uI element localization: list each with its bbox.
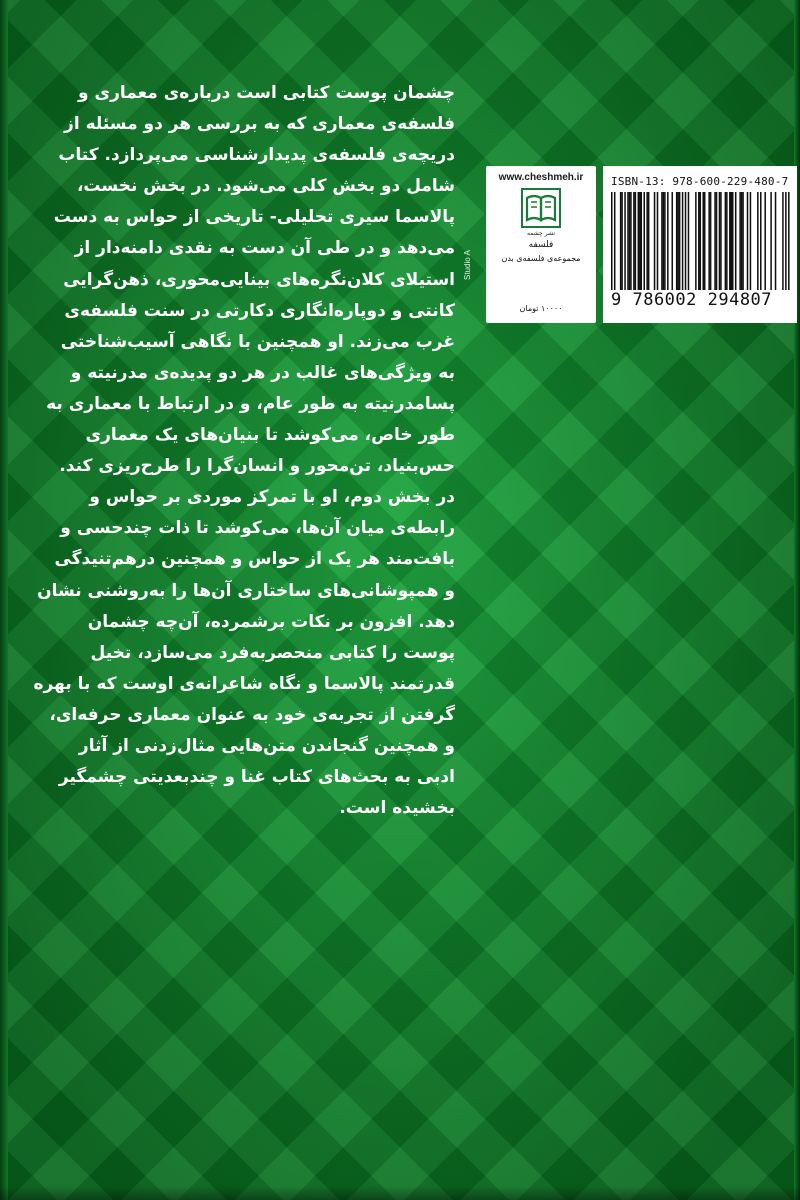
description-line: می‌دهد و در طی آن دست به نقدی دامنه‌دار از (74, 238, 455, 259)
description-line: گرفتن از تجربه‌ی خود به عنوان معماری حرفه‌ای، (49, 704, 455, 725)
description-line: پسامدرنیته به طور عام، و در ارتباط با معماری به (46, 393, 455, 414)
description-line: ادبی به بحث‌های کتاب غنا و چندبعدیتی چشمگیر (58, 767, 455, 788)
description-line: طور خاص، می‌کوشد تا بنیان‌های یک معماری (85, 425, 455, 446)
barcode-bar (698, 192, 700, 290)
barcode-bar (621, 192, 623, 290)
description-line: حس‌بنیاد، تن‌محور و انسان‌گرا را طرح‌ریزی کند. (59, 456, 455, 477)
barcode-bar (629, 192, 631, 290)
barcode-bar (646, 192, 648, 290)
description-line: بخشیده است. (339, 798, 455, 819)
barcode-bar (661, 192, 663, 290)
barcode-bar (641, 192, 643, 290)
description-line: پوست را کتابی منحصربه‌فرد می‌سازد، تخیل (90, 642, 455, 663)
barcode-bar (624, 192, 626, 290)
barcode-bar (676, 192, 678, 290)
description-line: دریچه‌ی فلسفه‌ی پدیدارشناسی می‌پردازد. کتاب (58, 145, 455, 166)
barcode-bar (782, 192, 784, 290)
barcode-bar (663, 192, 665, 290)
barcode-bar (742, 192, 744, 290)
barcode-bar (770, 192, 772, 290)
barcode-bar (704, 192, 706, 290)
barcode-bar (720, 192, 722, 290)
barcode-bar (654, 192, 656, 290)
barcode-bar (643, 192, 645, 290)
barcode-bar (714, 192, 716, 290)
barcode-bar (739, 192, 741, 290)
barcode-bar (785, 192, 787, 290)
description-line: غرب می‌زند. او همچنین با نگاهی آسیب‌شناختی (60, 331, 455, 352)
barcode-bar (633, 192, 635, 290)
barcode-bar (635, 192, 637, 290)
barcode-bar (682, 192, 684, 290)
barcode-bar (764, 192, 766, 290)
description-line: چشمان پوست کتابی است درباره‌ی معماری و (78, 83, 455, 103)
barcode-bar (700, 192, 702, 290)
description-line: قدرتمند پالاسما و نگاه شاعرانه‌ی اوست که با بهره (33, 673, 455, 694)
barcode-label (603, 166, 797, 323)
barcode-bar (677, 192, 679, 290)
book-logo-icon (521, 188, 561, 228)
barcode-bar (788, 192, 790, 290)
publisher-name: نشر چشمه (527, 230, 555, 237)
cover-left-edge (0, 0, 8, 1200)
barcode-bar (667, 192, 669, 290)
barcode-bar (648, 192, 650, 290)
barcode-bar (732, 192, 734, 290)
barcode-bar (725, 192, 727, 290)
barcode-bar (695, 192, 697, 290)
publisher-url: www.cheshmeh.ir (498, 172, 584, 183)
description-line: رابطه‌ی میان آن‌ها، می‌کوشد تا ذات چندحسی و (60, 518, 455, 539)
barcode-bar (620, 192, 622, 290)
publisher-label (486, 166, 596, 323)
barcode-bars (611, 192, 791, 290)
barcode-bar (747, 192, 749, 290)
series-name: مجموعه‌ی فلسفه‌ی بدن (501, 254, 581, 263)
barcode-bar (685, 192, 687, 290)
description-line: و همچنین گنجاندن متن‌هایی مثال‌زدنی از آثار (78, 735, 455, 756)
design-credit: Studio A (463, 250, 472, 280)
barcode-bar (638, 192, 640, 290)
barcode-bar (726, 192, 728, 290)
barcode-bar (630, 192, 632, 290)
barcode-bar (639, 192, 641, 290)
cover-bottom-shadow (0, 1186, 800, 1200)
barcode-bar (735, 192, 737, 290)
description-line: بافت‌مند هر یک از حواس و همچنین درهم‌تنیدگی (54, 549, 455, 570)
barcode-bar (710, 192, 712, 290)
isbn-number: ISBN-13: 978-600-229-480-7 (611, 175, 789, 188)
description-line: در بخش دوم، او با تمرکز موردی بر حواس و (89, 487, 455, 508)
barcode-bar (611, 192, 613, 290)
barcode-bar (627, 192, 629, 290)
barcode-bar (614, 192, 616, 290)
barcode-bar (716, 192, 718, 290)
barcode-bar (729, 192, 731, 290)
description-line: به ویژگی‌های غالب در هر دو پدیده‌ی مدرنیته و (70, 362, 455, 383)
description-line: پالاسما سیری تحلیلی- تاریخی از حواس به دست (53, 207, 455, 228)
barcode-bar (750, 192, 752, 290)
description-line: و همپوشانی‌های ساختاری آن‌ها را به‌روشنی نشان (37, 580, 455, 601)
barcode-bar (731, 192, 733, 290)
barcode-bar (719, 192, 721, 290)
series-category: فلسفه (528, 240, 554, 250)
barcode-bar (760, 192, 762, 290)
barcode-bar (664, 192, 666, 290)
description-line: استیلای کلان‌نگره‌های بینایی‌محوری، ذهن‌گرایی (63, 269, 455, 290)
description-line: فلسفه‌ی معماری که به بررسی هر دو مسئله از (64, 114, 455, 135)
description-line: کانتی و دوپاره‌انگاری دکارتی در سنت فلسفه‌ی (64, 300, 455, 321)
barcode-bar (757, 192, 759, 290)
barcode-bar (741, 192, 743, 290)
description-line: شامل دو بخش کلی می‌شود. در بخش نخست، (76, 176, 455, 197)
barcode-digits: 9 786002 294807 (611, 290, 773, 310)
barcode-bar (671, 192, 673, 290)
barcode-bar (657, 192, 659, 290)
book-description (33, 78, 455, 824)
book-price: ۱۰۰۰۰ تومان (519, 304, 563, 313)
barcode-bar (708, 192, 710, 290)
barcode-bar (688, 192, 690, 290)
barcode-bar (679, 192, 681, 290)
description-line: دهد. افزون بر نکات برشمرده، آن‌چه چشمان (87, 611, 455, 632)
barcode-bar (702, 192, 704, 290)
barcode-bar (775, 192, 777, 290)
